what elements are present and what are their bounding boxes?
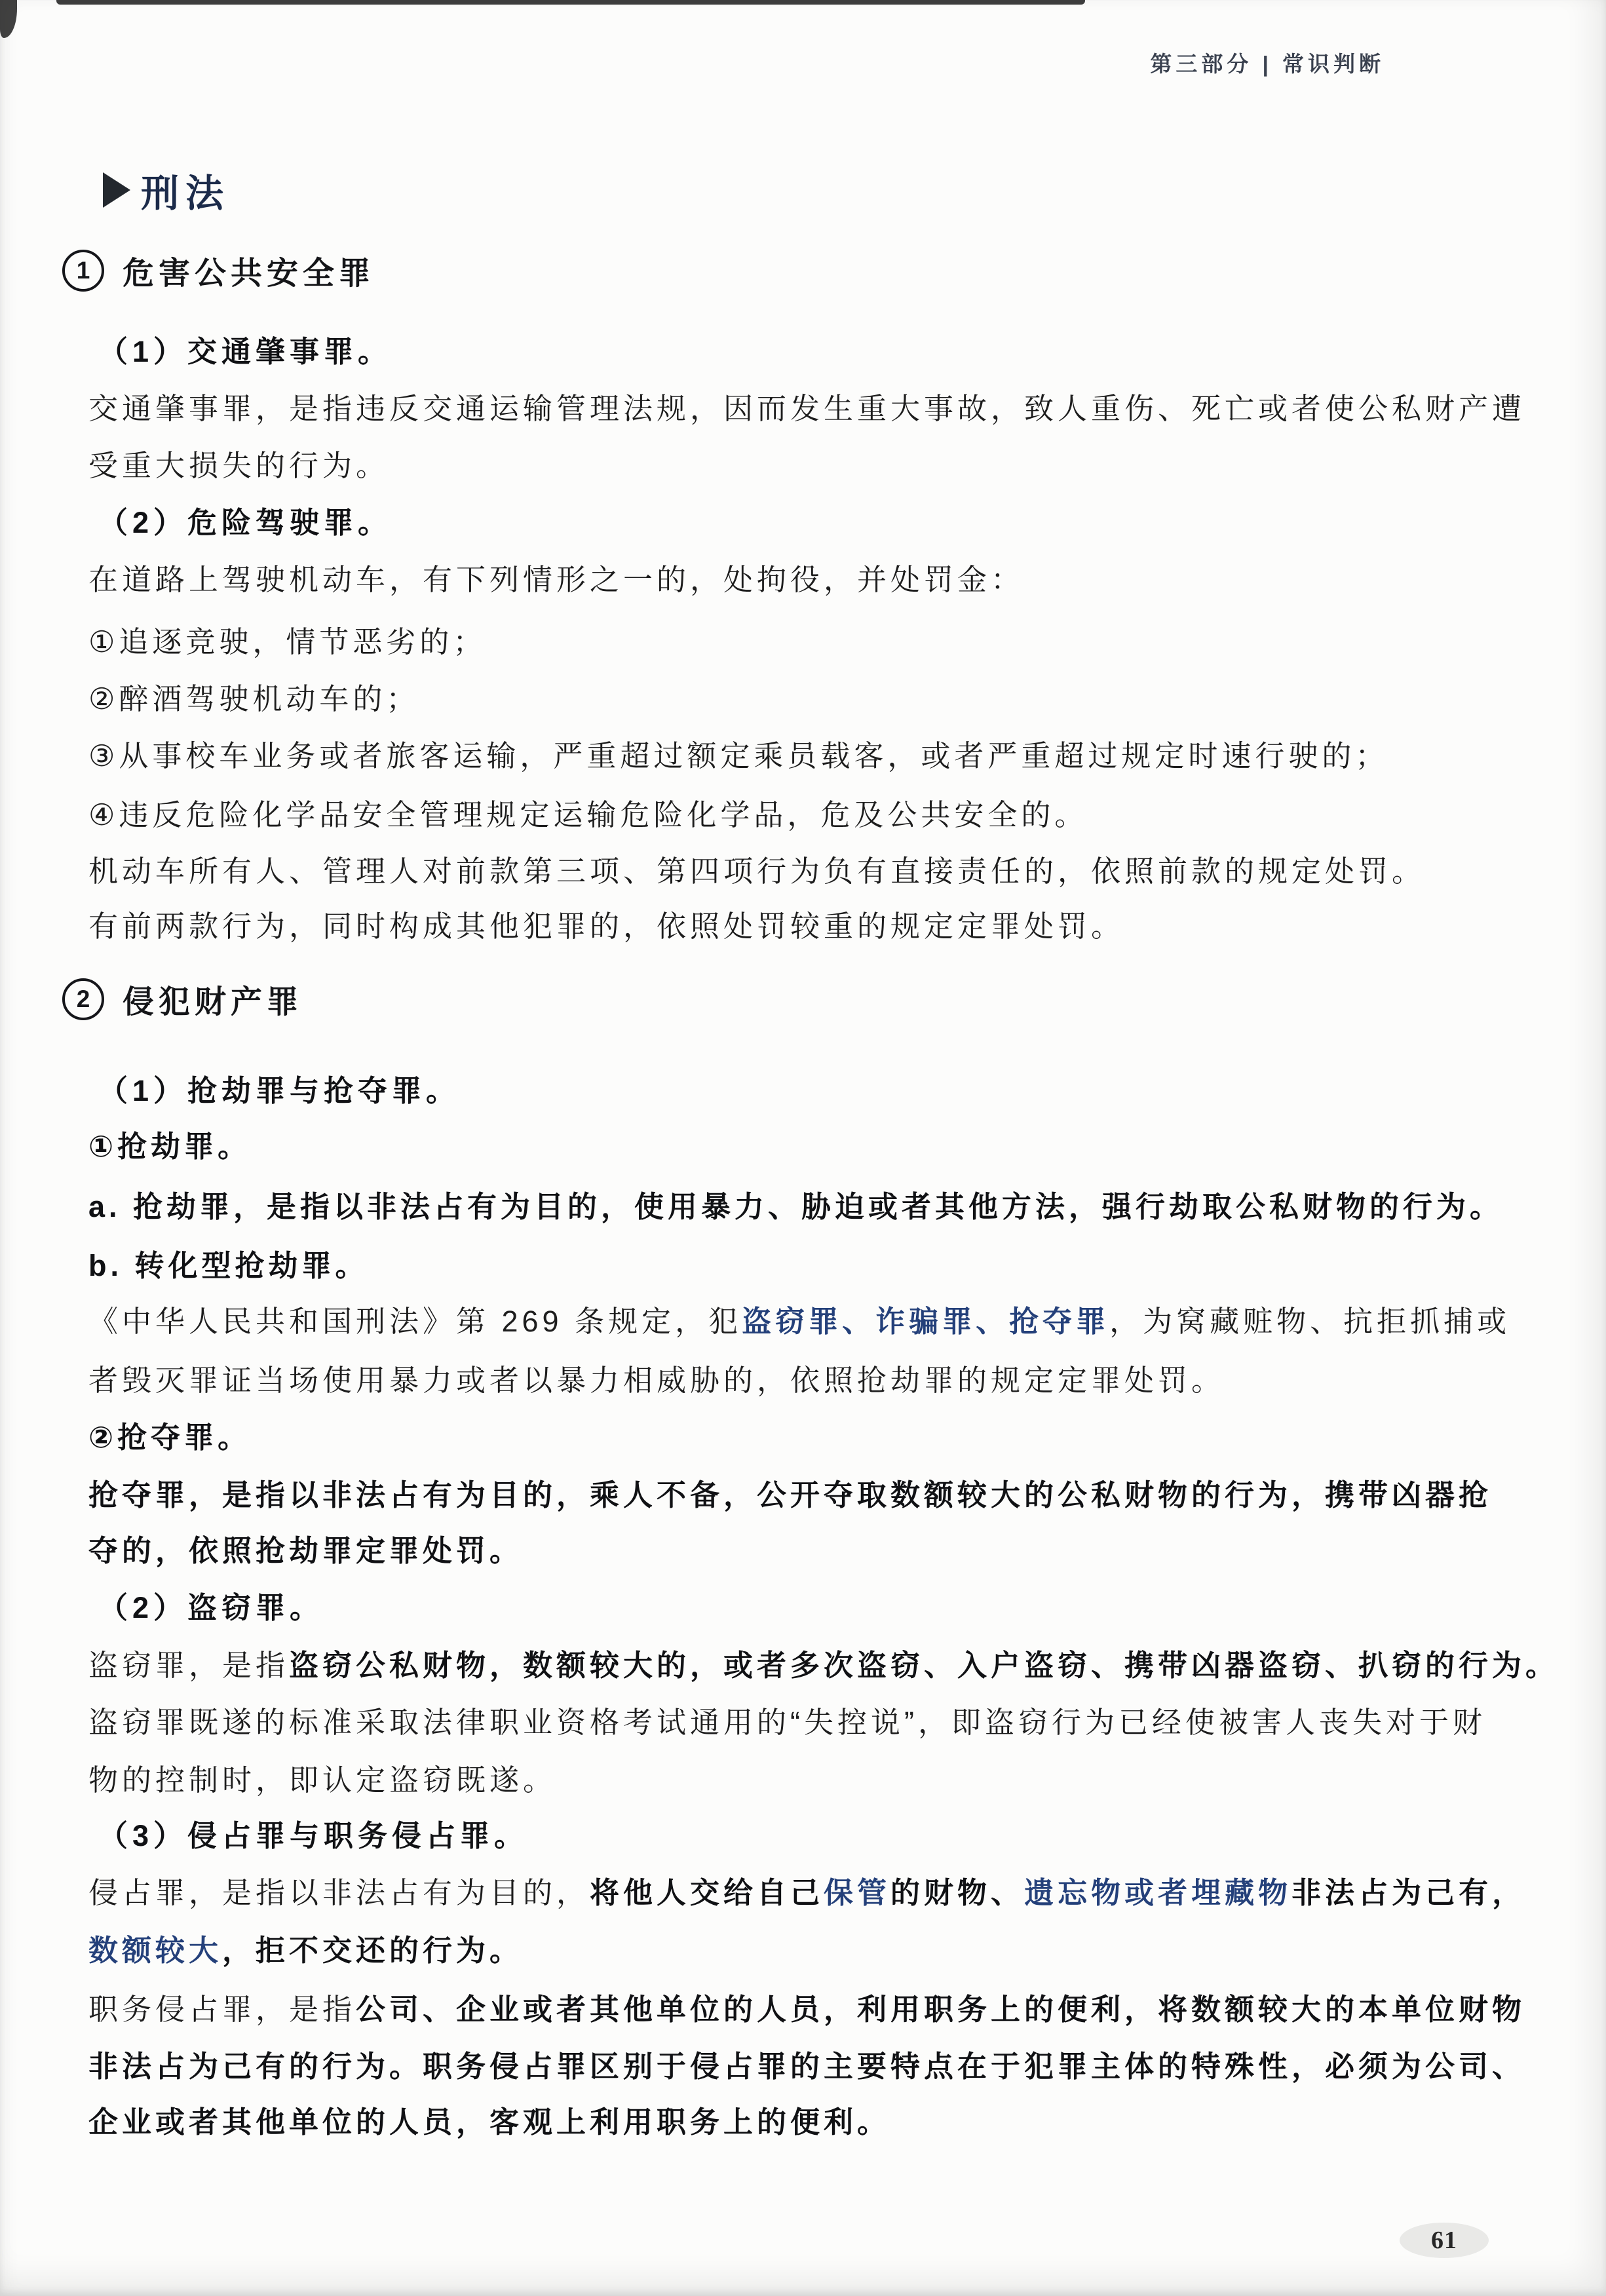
page-number: 61: [1431, 2227, 1457, 2254]
text-line: [88, 1869, 1525, 1911]
text-segment: 数额较大: [88, 1934, 223, 1967]
text-line: [88, 385, 1525, 427]
sub-heading: [98, 1584, 324, 1626]
text-segment: 遗忘物或者埋藏物: [1024, 1876, 1292, 1909]
text-segment: 侵占罪，是指以非法占有为目的，: [88, 1876, 590, 1909]
text-segment: 盗窃公私财物，数额较大的，或者多次盗窃、入户盗窃、携带凶器盗窃、扒窃的行为。: [289, 1649, 1559, 1682]
sub-heading: [98, 1067, 460, 1109]
text-line: [88, 1183, 1503, 1225]
text-segment: b. 转化型抢劫罪。: [88, 1249, 369, 1282]
text-segment: 的财物、: [890, 1876, 1025, 1909]
text-segment: 非法占为己有，: [1291, 1876, 1526, 1909]
text-segment: 者毁灭罪证当场使用暴力或者以暴力相威胁的，依照抢劫罪的规定定罪处罚。: [88, 1364, 1225, 1397]
text-segment: ①抢劫罪。: [88, 1130, 252, 1163]
section-heading: [62, 248, 375, 293]
text-line: [88, 1641, 1559, 1684]
text-segment: 盗窃罪，是指: [88, 1649, 290, 1682]
text-line: [88, 847, 1425, 890]
section-title: 危害公共安全罪: [123, 256, 375, 291]
text-line: [88, 902, 1124, 945]
text-segment: 公司、企业或者其他单位的人员，利用职务上的便利，将数额较大的本单位财物: [356, 1993, 1526, 2026]
sub-heading: [98, 1812, 528, 1854]
text-segment: 物的控制时，即认定盗窃既遂。: [88, 1763, 557, 1797]
text-segment: 保管: [824, 1876, 891, 1909]
text-segment: ①追逐竞驶，情节恶劣的；: [88, 625, 487, 659]
text-segment: 《中华人民共和国刑法》第 269 条规定，犯: [88, 1305, 742, 1338]
scan-artifact-top-streak: [56, 0, 1085, 5]
circled-number-icon: 2: [62, 978, 104, 1020]
text-segment: 盗窃罪既遂的标准采取法律职业资格考试通用的“失控说”，即盗窃行为已经使被害人丧失对于财: [88, 1706, 1486, 1739]
text-line: [88, 1527, 523, 1569]
text-line: [88, 1698, 1486, 1741]
text-line: [88, 1242, 369, 1284]
section-heading: [62, 976, 303, 1022]
text-line: [88, 618, 486, 660]
text-line: [88, 1471, 1492, 1514]
page-number-badge: [1400, 2223, 1489, 2258]
circled-number-icon: 1: [62, 250, 104, 292]
text-line: [88, 1926, 523, 1969]
text-line: [88, 1297, 1510, 1340]
text-segment: （3）侵占罪与职务侵占罪。: [98, 1819, 529, 1852]
text-segment: ②醉酒驾驶机动车的；: [88, 682, 420, 716]
doc-title: [103, 163, 230, 218]
text-line: [88, 732, 1388, 775]
text-segment: ，为窝藏赃物、抗拒抓捕或: [1109, 1305, 1511, 1338]
text-line: [88, 1356, 1225, 1399]
text-segment: 受重大损失的行为。: [88, 449, 390, 482]
text-segment: （1）抢劫罪与抢夺罪。: [98, 1074, 461, 1107]
text-line: [88, 1413, 251, 1456]
text-line: [88, 2042, 1525, 2085]
running-header-text: 第三部分 | 常识判断: [1150, 52, 1385, 76]
scan-artifact-corner-blob: [0, 0, 17, 38]
text-segment: 将他人交给自己: [590, 1876, 824, 1909]
running-header: [1150, 47, 1385, 78]
text-segment: ③从事校车业务或者旅客运输，严重超过额定乘员载客，或者严重超过规定时速行驶的；: [88, 739, 1389, 773]
text-line: [88, 2098, 890, 2141]
text-line: [88, 442, 389, 484]
text-segment: 非法占为己有的行为。职务侵占罪区别于侵占罪的主要特点在于犯罪主体的特殊性，必须为公司、: [88, 2050, 1526, 2083]
triangle-bullet-icon: [103, 172, 130, 208]
doc-title-text: 刑法: [141, 172, 231, 215]
text-line: [88, 1985, 1525, 2028]
text-line: [88, 1122, 251, 1165]
text-segment: （1）交通肇事罪。: [98, 335, 392, 368]
text-segment: 在道路上驾驶机动车，有下列情形之一的，处拘役，并处罚金：: [88, 563, 1025, 596]
text-line: [88, 791, 1088, 833]
sub-heading: [98, 328, 392, 370]
text-segment: a. 抢劫罪，是指以非法占有为目的，使用暴力、胁迫或者其他方法，强行劫取公私财物的行为。: [88, 1190, 1504, 1223]
text-segment: ，拒不交还的行为。: [222, 1934, 524, 1967]
text-segment: （2）危险驾驶罪。: [98, 506, 392, 539]
sub-heading: [98, 499, 392, 541]
section-title: 侵犯财产罪: [123, 985, 303, 1020]
text-segment: ②抢夺罪。: [88, 1421, 252, 1454]
text-segment: 抢夺罪，是指以非法占有为目的，乘人不备，公开夺取数额较大的公私财物的行为，携带凶器抢: [88, 1478, 1493, 1512]
text-line: [88, 675, 419, 718]
text-line: [88, 556, 1024, 598]
text-segment: 交通肇事罪，是指违反交通运输管理法规，因而发生重大事故，致人重伤、死亡或者使公私财产遭: [88, 392, 1526, 425]
text-segment: （2）盗窃罪。: [98, 1591, 324, 1624]
text-segment: 夺的，依照抢劫罪定罪处罚。: [88, 1534, 524, 1567]
text-segment: 企业或者其他单位的人员，客观上利用职务上的便利。: [88, 2105, 891, 2139]
text-line: [88, 1756, 556, 1799]
text-segment: 盗窃罪、诈骗罪、抢夺罪: [742, 1305, 1110, 1338]
text-segment: 机动车所有人、管理人对前款第三项、第四项行为负有直接责任的，依照前款的规定处罚。: [88, 854, 1426, 888]
text-segment: 职务侵占罪，是指: [88, 1993, 356, 2026]
text-segment: ④违反危险化学品安全管理规定运输危险化学品，危及公共安全的。: [88, 798, 1088, 832]
text-segment: 有前两款行为，同时构成其他犯罪的，依照处罚较重的规定定罪处罚。: [88, 909, 1125, 943]
